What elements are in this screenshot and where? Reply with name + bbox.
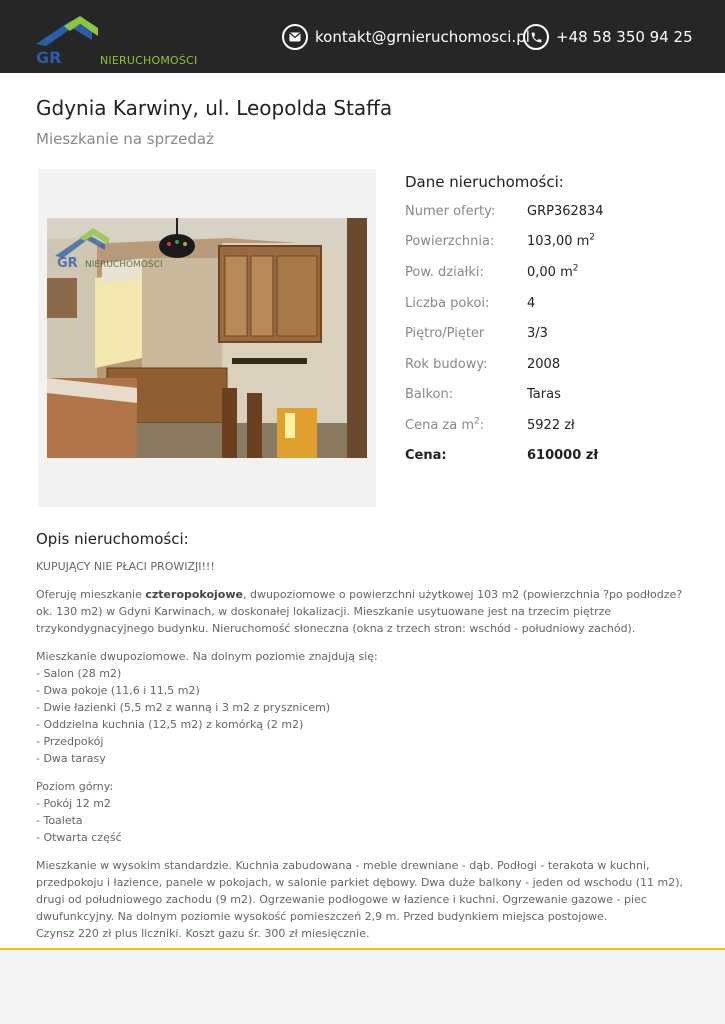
price-value: 610000 zł (527, 448, 599, 463)
page-header (0, 0, 725, 73)
detail-value: 0,00 $m^2$ (527, 263, 579, 280)
detail-value: 3/3 (527, 326, 548, 341)
header-phone-contact[interactable] (523, 23, 693, 51)
detail-value: Taras (527, 387, 561, 402)
detail-value: GRP362834 (527, 204, 604, 219)
photo-watermark-text: NIERUCHOMOŚCI (85, 260, 163, 270)
description-body (36, 558, 691, 942)
description-paragraph: Poziom górny: - Pokój 12 m2 - Toaleta - Otwarta część (36, 780, 122, 844)
description-heading: Opis nieruchomości: (36, 530, 189, 548)
header-phone-link[interactable]: +48 58 350 94 25 (556, 28, 693, 46)
logo-wordmark: NIERUCHOMOŚCI (100, 54, 198, 67)
header-email-link[interactable]: kontakt@grnieruchomosci.pl (315, 28, 530, 46)
detail-value: 5922 zł (527, 418, 575, 433)
detail-label: Balkon: (405, 387, 454, 402)
description-paragraph: Oferuję mieszkanie czteropokojowe, dwupoziomowe o powierzchni użytkowej 103 m2 (powierzchnia ?po podłodze? ok. 130 m2) w Gdyni Karwinach, w doskonałej lokalizacji. Mieszkanie usytuowane jest na trzecim piętrze trzykondygnacyjnego budynku. Nieruchomość słoneczna (okna z trzech stron: wschód - południowy zachód). (36, 588, 683, 635)
logo-gr-letters: GR (36, 48, 62, 67)
detail-value: 4 (527, 296, 536, 311)
header-email-contact[interactable] (282, 23, 530, 51)
detail-label: Numer oferty: (405, 204, 496, 219)
kitchen-photo-illustration (47, 218, 367, 458)
envelope-icon (282, 24, 308, 50)
detail-label: Cena za $m^2$: (405, 416, 485, 433)
description-paragraph: Mieszkanie w wysokim standardzie. Kuchnia zabudowana - meble drewniane - dąb. Podłogi - terakota w kuchni, przedpokoju i łazience, panele w pokojach, w salonie parkiet dębowy. Dwa duże balkony - jeden od wschodu (11 m2), drugi od południowego zachodu (9 m2). Ogrzewanie podłogowe w łazience i kuchni. Ogrzewanie gazowe - piec dwufunkcyjny. Na dolnym poziomie wysokość pomieszczeń 2,9 m. Przed budynkiem miejsca postojowe. Czynsz 220 zł plus liczniki. Koszt gazu śr. 300 zł miesięcznie. (36, 859, 684, 940)
company-logo[interactable] (34, 14, 198, 70)
listing-title: Gdynia Karwiny, ul. Leopolda Staffa (36, 96, 393, 120)
detail-label: Rok budowy: (405, 357, 488, 372)
page-footer (0, 950, 725, 1024)
description-paragraph: KUPUJĄCY NIE PŁACI PROWIZJI!!! (36, 560, 215, 573)
detail-value: 2008 (527, 357, 561, 372)
photo-watermark-gr: GR (57, 256, 78, 271)
detail-label: Piętro/Pięter (405, 326, 485, 341)
details-heading: Dane nieruchomości: (405, 173, 564, 191)
phone-icon (523, 24, 549, 50)
detail-label: Liczba pokoi: (405, 296, 490, 311)
description-paragraph: Mieszkanie dwupoziomowe. Na dolnym poziomie znajdują się: - Salon (28 m2) - Dwa pokoje (11,6 i 11,5 m2) - Dwie łazienki (5,5 m2 z wanną i 3 m2 z prysznicem) - Oddzielna kuchnia (12,5 m2) z komórką (2 m2) - Przedpokój - Dwa tarasy (36, 650, 378, 765)
photo-frame (38, 169, 376, 507)
detail-label: Cena: (405, 448, 447, 463)
detail-label: Pow. działki: (405, 265, 484, 280)
listing-subtitle: Mieszkanie na sprzedaż (36, 130, 214, 148)
detail-label: Powierzchnia: (405, 234, 495, 249)
property-photo[interactable] (47, 218, 367, 458)
detail-value: 103,00 $m^2$ (527, 232, 596, 249)
